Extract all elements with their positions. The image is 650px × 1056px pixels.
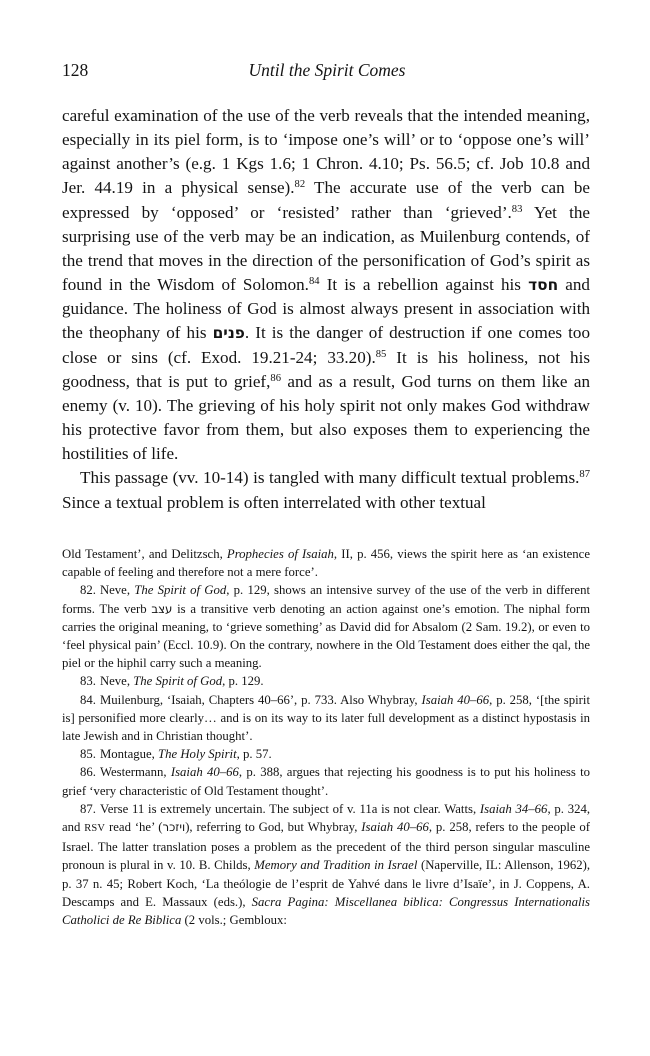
title-italic: Isaiah 34–66 — [479, 801, 548, 816]
text-run: Neve, — [99, 674, 134, 689]
footnotes — [62, 545, 590, 929]
text-run: , p. 57. — [236, 747, 272, 762]
footnote-ref-86: 86 — [270, 372, 281, 384]
footnote-ref-84: 84 — [308, 276, 320, 288]
footnote-number: 83. — [80, 674, 96, 689]
footnote-number: 84. — [80, 692, 96, 707]
text-run: and guidance. The holiness of God is almost always present in association with the theophany of his — [62, 275, 590, 343]
footnote-ref-87: 87 — [579, 469, 590, 481]
text-run: , II, p. 456, views the spirit here as ‘an existence capable of feeling and therefore not a mere force’. — [62, 547, 590, 580]
title-italic: Memory and Tradition in Israel — [254, 858, 418, 873]
text-run: , p. 129, shows an intensive survey of the use of the verb in different forms. The verb — [62, 583, 591, 616]
footnote-82 — [62, 581, 590, 672]
hebrew-word-panim: פנים — [212, 324, 245, 343]
abbreviation-rsv: RSV — [84, 823, 106, 835]
title-italic: Prophecies of Isaiah — [226, 547, 334, 561]
text-run: , p. 258, ‘[the spirit is] personified more clearly… and is on its way to its later full development as a distinct hypostasis in late Jewish and in Christian thought’. — [62, 692, 591, 744]
footnote-84 — [62, 691, 590, 746]
text-run: Yet the surprising use of the verb may be an indication, as Muilenburg contends, of the trend that moves in the direction of the personification of God’s spirit as found in the Wisdom of Solomon. — [62, 202, 591, 295]
footnote-number: 87. — [80, 801, 96, 816]
text-run: Verse 11 is extremely uncertain. The subject of v. 11a is not clear. Watts, — [99, 801, 480, 816]
title-italic: Isaiah 40–66 — [170, 765, 239, 780]
footnote-number: 82. — [80, 583, 96, 598]
hebrew-word-hesed: חסד — [528, 276, 559, 295]
text-run: It is his holiness, not his goodness, that is put to grief, — [62, 347, 590, 391]
text-run: (2 vols.; Gembloux: — [181, 913, 287, 928]
paragraph-2 — [62, 466, 590, 514]
text-run: ), referring to God, but Whybray, — [185, 820, 362, 835]
footnote-83 — [62, 672, 590, 690]
text-run: Old Testament’, and Delitzsch, — [62, 547, 227, 561]
footnote-ref-85: 85 — [375, 348, 387, 360]
text-run: Neve, — [99, 583, 135, 598]
title-italic: The Holy Spirit — [158, 747, 237, 762]
main-text — [62, 104, 590, 515]
text-run: It is a rebellion against his — [319, 275, 529, 295]
footnote-continuation — [62, 545, 590, 581]
text-run: Muilenburg, ‘Isaiah, Chapters 40–66’, p. 733. Also Whybray, — [99, 692, 422, 707]
text-run: , p. 324, and — [62, 801, 591, 835]
title-italic: Isaiah 40–66 — [421, 692, 490, 707]
running-header — [62, 56, 592, 84]
text-run: . It is the danger of destruction if one comes too close or sins (cf. Exod. 19.21-24; 33.20). — [62, 323, 590, 367]
text-run: is a transitive verb denoting an action against one’s emotion. The niphal form carries the original meaning, to ‘grieve something’ as David did for Absalom (2 Sam. 19.2), or even to ‘feel physical pain’ (Eccl. 10.9). On the contrary, nowhere in the Old Testament does either the qal, the piel or the hiphil carry such a meaning. — [62, 601, 590, 671]
text-run: and as a result, God turns on them like an enemy (v. 10). The grieving of his holy spirit not only makes God withdraw his protective favor from them, but also exposes them to experiencing the hostilities of life. — [62, 371, 590, 464]
title-italic: The Spirit of God — [134, 583, 227, 598]
footnote-number: 85. — [80, 747, 96, 762]
text-run: read ‘he’ ( — [105, 820, 163, 835]
text-run: , p. 129. — [222, 674, 264, 689]
footnote-87 — [62, 800, 590, 929]
text-run: The accurate use of the verb can be expressed by ‘opposed’ or ‘resisted’ rather than ‘grieved’. — [62, 178, 590, 222]
hebrew-word-vayizkor: ויזכר — [162, 820, 186, 835]
running-title: Until the Spirit Comes — [248, 60, 406, 80]
text-run: , p. 388, argues that rejecting his goodness is to put his holiness to grief ‘very characteristic of Old Testament thought’. — [62, 765, 591, 798]
footnote-85 — [62, 745, 590, 763]
text-run: (Naperville, IL: Allenson, 1962), p. 37 n. 45; Robert Koch, ‘La theólogie de l’esprit de Yahvé dans le livre d’Isaïe’, in J. Coppens, A. Descamps and E. Massaux (eds.), — [62, 858, 591, 909]
text-run: Since a textual problem is often interrelated with other textual — [62, 492, 486, 512]
footnote-ref-83: 83 — [511, 203, 523, 215]
text-run: , p. 258, refers to the people of Israel. The latter translation poses a problem as the precedent of the third person singular masculine pronoun is plural in v. 10. B. Childs, — [62, 820, 591, 873]
title-italic: Isaiah 40–66 — [361, 820, 429, 835]
page-number: 128 — [62, 60, 89, 80]
title-italic: The Spirit of God — [133, 674, 223, 689]
title-italic: Sacra Pagina: Miscellanea biblica: Congressus Internationalis Catholici de Re Biblica — [62, 894, 590, 928]
text-run: careful examination of the use of the verb reveals that the intended meaning, especially in its piel form, is to ‘impose one’s will’ or to ‘oppose one’s will’ against another’s (e.g. 1 Kgs 1.6; 1 Chron. 4.10; Ps. 56.5; cf. Job 10.8 and Jer. 44.19 in a physical sense). — [62, 106, 590, 198]
footnote-86 — [62, 763, 590, 799]
text-run: Montague, — [99, 747, 159, 762]
text-run: This passage (vv. 10-14) is tangled with many difficult textual problems. — [80, 468, 580, 488]
paragraph-1 — [62, 104, 590, 466]
text-run: Westermann, — [99, 765, 171, 780]
footnote-number: 86. — [80, 765, 96, 780]
hebrew-word-atsav: עצב — [151, 601, 173, 616]
footnote-ref-82: 82 — [294, 179, 306, 191]
